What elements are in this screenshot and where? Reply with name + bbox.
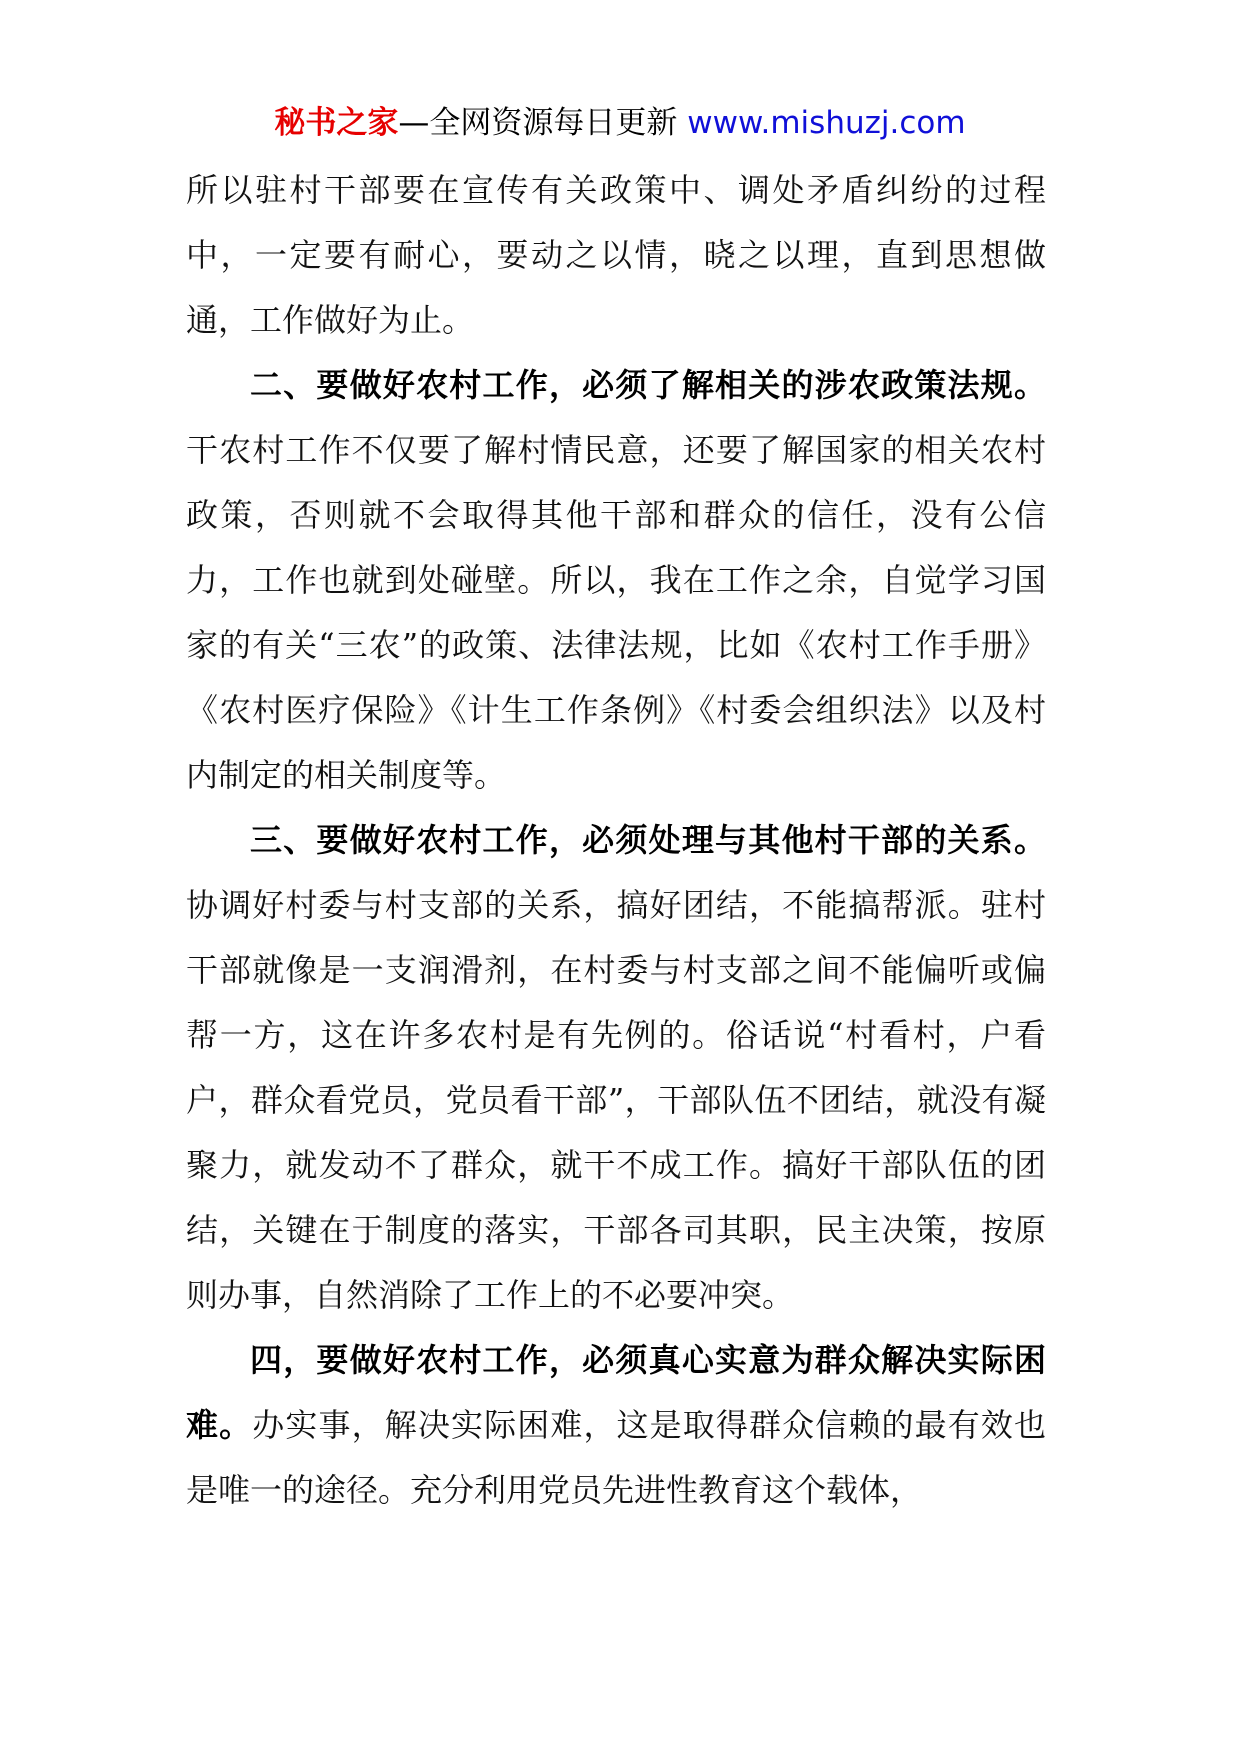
header-tagline: —全网资源每日更新 [398,105,688,141]
paragraph-section-3 [186,808,1046,1328]
paragraph-section-4 [186,1328,1046,1523]
page-header [0,98,1240,148]
section-heading: 二、要做好农村工作，必须了解相关的涉农政策法规。 [250,366,1046,404]
paragraph-text: 协调好村委与村支部的关系，搞好团结，不能搞帮派。驻村干部就像是一支润滑剂，在村委与村支部之间不能偏听或偏帮一方，这在许多农村是有先例的。俗话说“村看村，户看户，群众看党员，党员看干部”，干部队伍不团结，就没有凝聚力，就发动不了群众，就干不成工作。搞好干部队伍的团结，关键在于制度的落实，干部各司其职，民主决策，按原则办事，自然消除了工作上的不必要冲突。 [186,886,1046,1314]
paragraph-continuation [186,158,1046,353]
section-heading: 三、要做好农村工作，必须处理与其他村干部的关系。 [250,821,1046,859]
paragraph-text: 所以驻村干部要在宣传有关政策中、调处矛盾纠纷的过程中，一定要有耐心，要动之以情，晓之以理，直到思想做通，工作做好为止。 [186,171,1046,339]
paragraph-section-2 [186,353,1046,808]
site-url-link[interactable]: www.mishuzj.com [687,105,966,141]
section-heading: 四，要做好农村工作，必须真心实意为群众解决实际困难。 [186,1341,1046,1444]
document-body [186,158,1046,1523]
paragraph-text: 办实事，解决实际困难，这是取得群众信赖的最有效也是唯一的途径。充分利用党员先进性教育这个载体， [186,1406,1046,1509]
paragraph-text: 干农村工作不仅要了解村情民意，还要了解国家的相关农村政策，否则就不会取得其他干部和群众的信任，没有公信力，工作也就到处碰壁。所以，我在工作之余，自觉学习国家的有关“三农”的政策、法律法规，比如《农村工作手册》《农村医疗保险》《计生工作条例》《村委会组织法》以及村内制定的相关制度等。 [186,431,1046,794]
site-name: 秘书之家 [274,105,399,141]
